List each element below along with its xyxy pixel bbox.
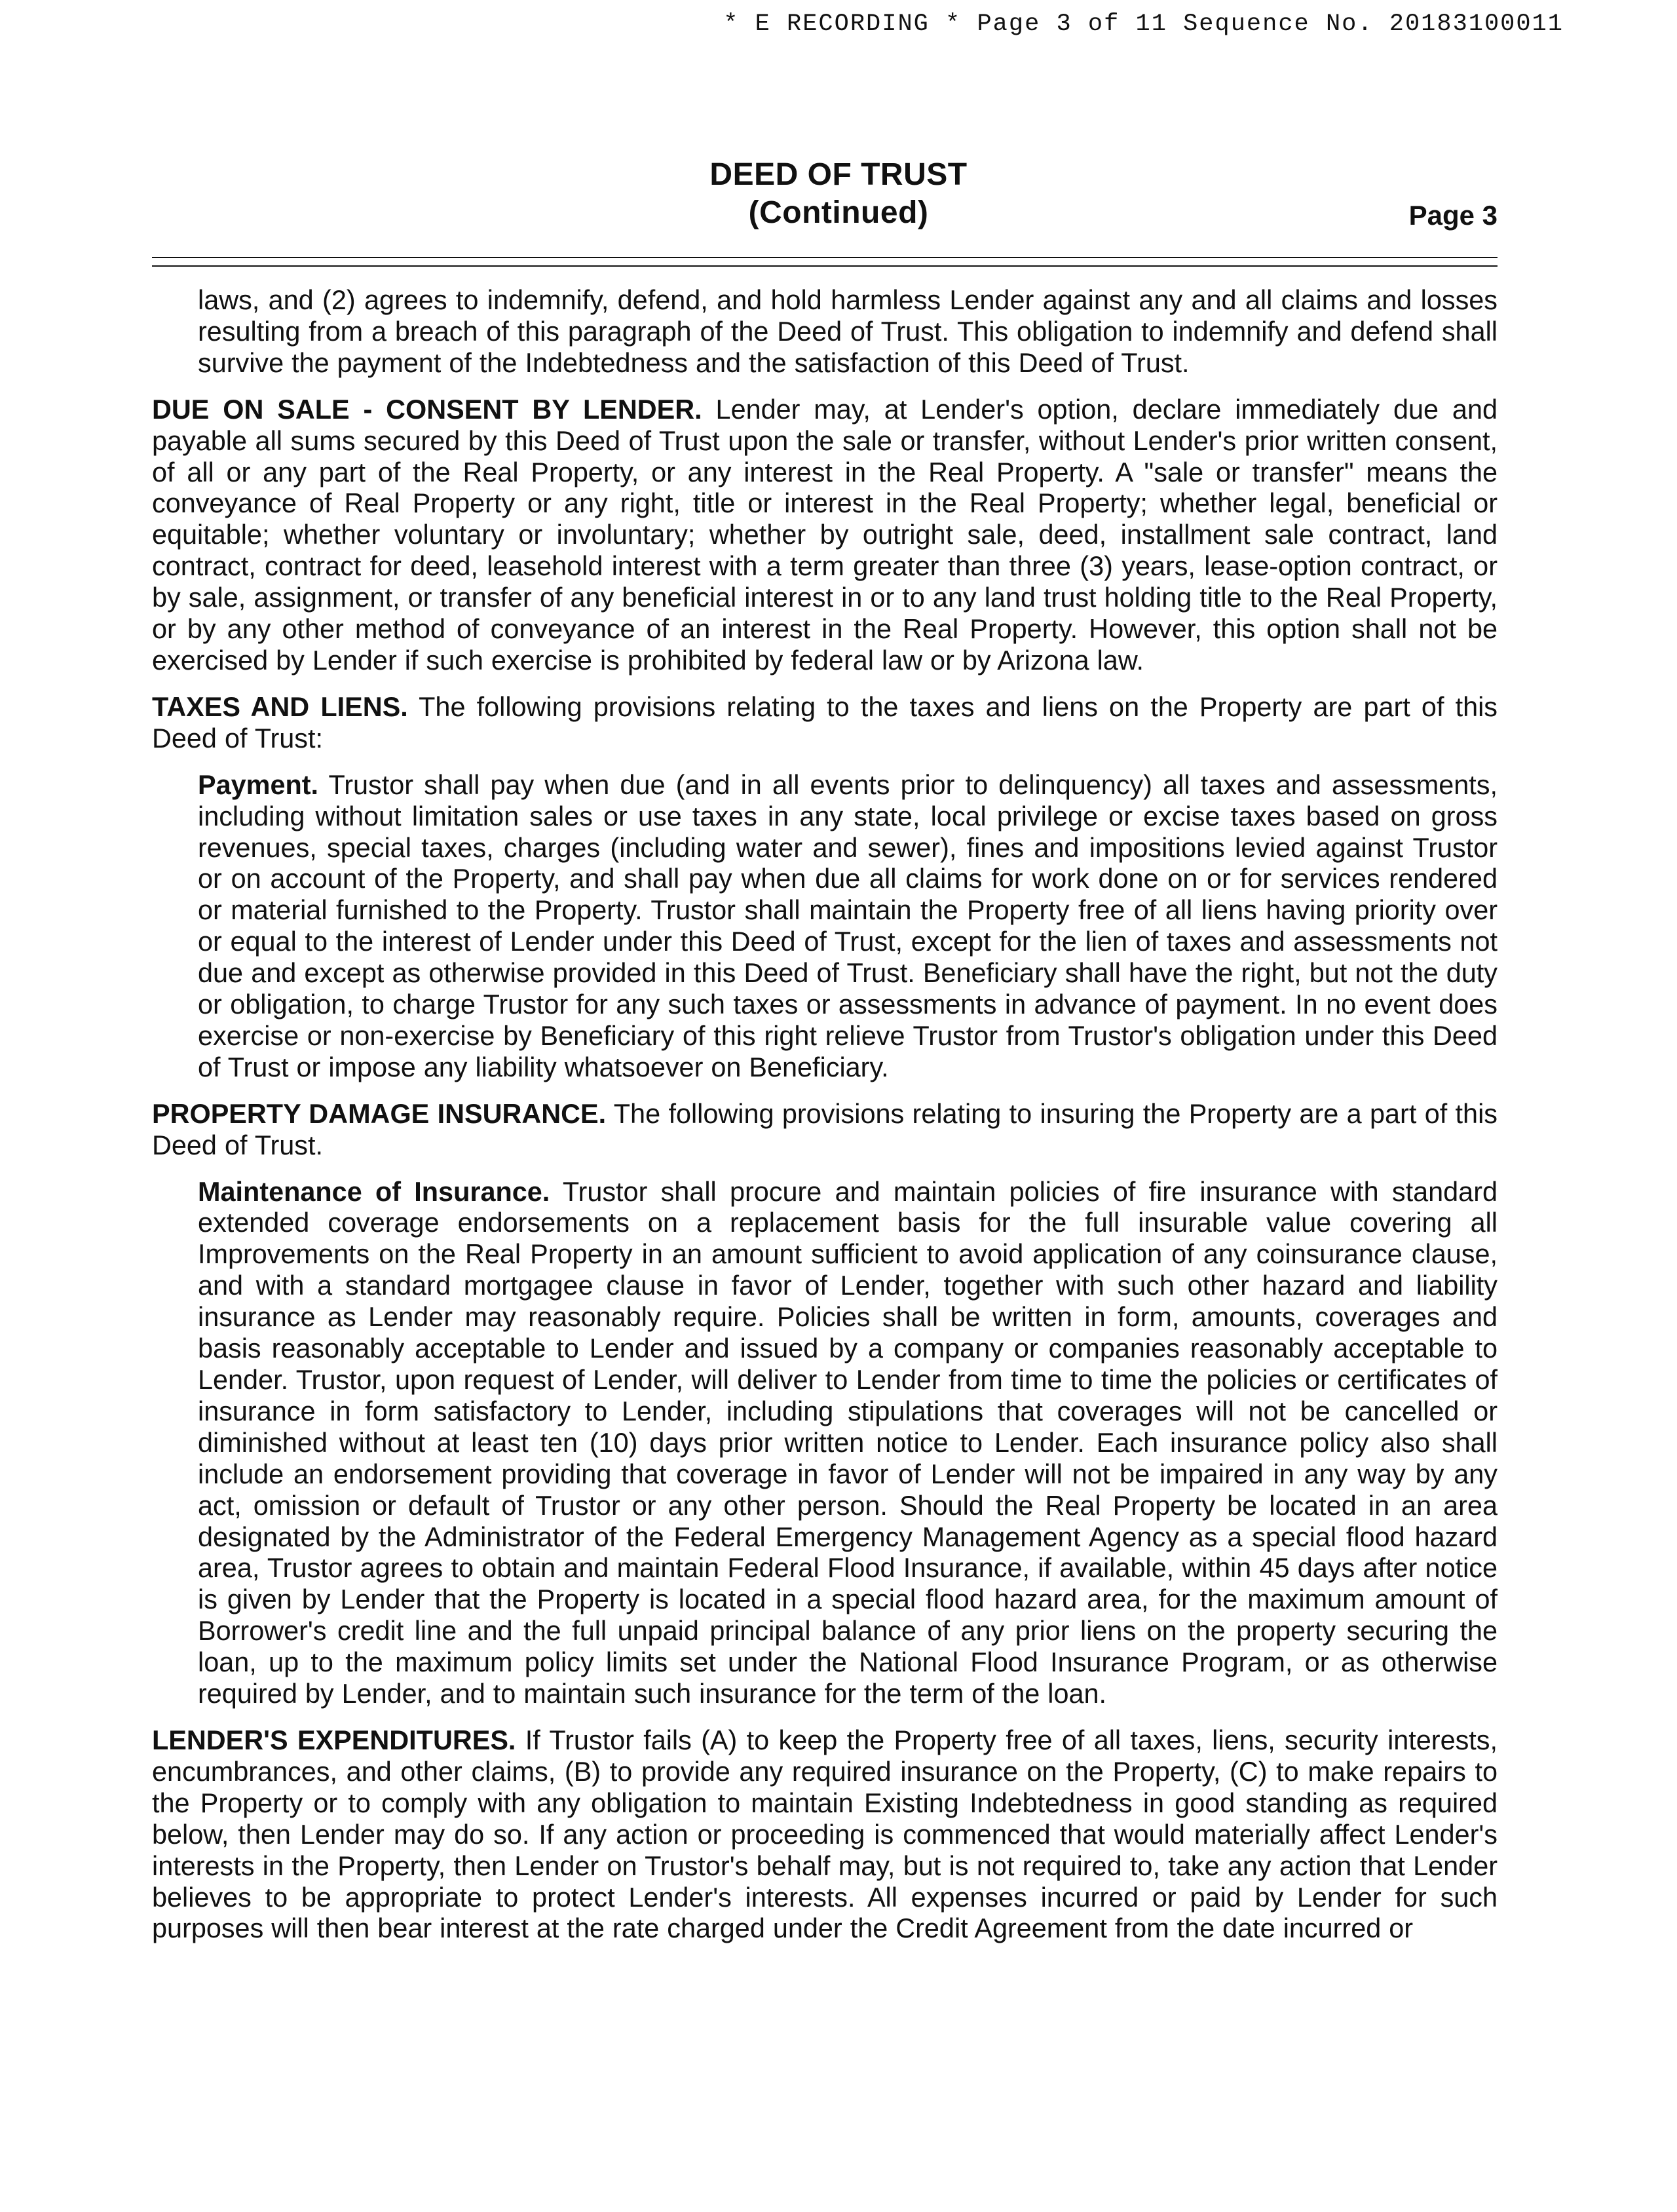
paragraph-text: Trustor shall pay when due (and in all events prior to delinquency) all taxes and assessments, including without limitation sales or use taxes in any state, local privilege or excise taxes based on gross revenues, special taxes, charges (including water and sewer), fines and impositions levied against Trustor or on account of the Property, and shall pay when due all claims for work done on or for services rendered or material furnished to the Property. Trustor shall maintain the Property free of all liens having priority over or equal to the interest of Lender under this Deed of Trust, except for the lien of taxes and assessments not due and except as otherwise provided in this Deed of Trust. Beneficiary shall have the right, but not the duty or obligation, to charge Trustor for any such taxes or assessments in advance of payment. In no event does exercise or non-exercise by Beneficiary of this right relieve Trustor from Trustor's obligation under this Deed of Trust or impose any liability whatsoever on Beneficiary. — [198, 769, 1498, 1082]
paragraph-maintenance-of-insurance — [152, 1177, 1498, 1710]
paragraph-text: The following provisions relating to the taxes and liens on the Property are part of this Deed of Trust: — [152, 691, 1498, 753]
header-rule-top — [152, 257, 1498, 258]
section-heading: PROPERTY DAMAGE INSURANCE. — [152, 1098, 607, 1129]
section-heading: DUE ON SALE - CONSENT BY LENDER. — [152, 394, 702, 425]
paragraph-text: Trustor shall procure and maintain policies of fire insurance with standard extended coverage endorsements on a replacement basis for the full insurable value covering all Improvements on the Real Property in an amount sufficient to avoid application of any coinsurance clause, and with a standard mortgagee clause in favor of Lender, together with such other hazard and liability insurance as Lender may reasonably require. Policies shall be written in form, amounts, coverages and basis reasonably acceptable to Lender and issued by a company or companies reasonably acceptable to Lender. Trustor, upon request of Lender, will deliver to Lender from time to time the policies or certificates of insurance in form satisfactory to Lender, including stipulations that coverages will not be cancelled or diminished without at least ten (10) days prior written notice to Lender. Each insurance policy also shall include an endorsement providing that coverage in favor of Lender will not be impaired in any way by any act, omission or default of Trustor or any other person. Should the Real Property be located in an area designated by the Administrator of the Federal Emergency Management Agency as a special flood hazard area, Trustor agrees to obtain and maintain Federal Flood Insurance, if available, within 45 days after notice is given by Lender that the Property is located in a special flood hazard area, for the maximum amount of Borrower's credit line and the full unpaid principal balance of any prior liens on the property securing the loan, up to the maximum policy limits set under the National Flood Insurance Program, or as otherwise required by Lender, and to maintain such insurance for the term of the loan. — [198, 1176, 1498, 1709]
paragraph-continuation — [152, 285, 1498, 379]
paragraph-property-damage-insurance — [152, 1099, 1498, 1162]
paragraph-text: Lender may, at Lender's option, declare immediately due and payable all sums secured by this Deed of Trust upon the sale or transfer, without Lender's prior written consent, of all or any part of the Real Property, or any interest in the Real Property. A "sale or transfer" means the conveyance of Real Property or any right, title or interest in the Real Property; whether legal, beneficial or equitable; whether voluntary or involuntary; whether by outright sale, deed, installment sale contract, land contract, contract for deed, leasehold interest with a term greater than three (3) years, lease-option contract, or by sale, assignment, or transfer of any beneficial interest in or to any land trust holding title to the Real Property, or by any other method of conveyance of an interest in the Real Property. However, this option shall not be exercised by Lender if such exercise is prohibited by federal law or by Arizona law. — [152, 394, 1498, 676]
paragraph-payment — [152, 770, 1498, 1084]
paragraph-text: If Trustor fails (A) to keep the Property free of all taxes, liens, security interests, encumbrances, and other claims, (B) to provide any required insurance on the Property, (C) to make repairs to the Property or to comply with any obligation to maintain Existing Indebtedness in good standing as required below, then Lender may do so. If any action or proceeding is commenced that would materially affect Lender's interests in the Property, then Lender on Trustor's behalf may, but is not required to, take any action that Lender believes to be appropriate to protect Lender's interests. All expenses incurred or paid by Lender for such purposes will then bear interest at the rate charged under the Credit Agreement from the date incurred or — [152, 1725, 1498, 1944]
subsection-heading: Payment. — [198, 769, 319, 800]
page-number-label: Page 3 — [1408, 200, 1498, 231]
subsection-heading: Maintenance of Insurance. — [198, 1176, 550, 1207]
header-rule-bottom — [152, 265, 1498, 267]
section-heading: LENDER'S EXPENDITURES. — [152, 1725, 516, 1755]
paragraph-due-on-sale — [152, 394, 1498, 677]
document-title: DEED OF TRUST — [709, 157, 968, 192]
paragraph-taxes-and-liens — [152, 692, 1498, 755]
paragraph-lenders-expenditures — [152, 1725, 1498, 1945]
document-subtitle: (Continued) — [748, 195, 929, 230]
paragraph-text: laws, and (2) agrees to indemnify, defend, and hold harmless Lender against any and all claims and losses resulting from a breach of this paragraph of the Deed of Trust. This obligation to indemnify and defend shall survive the payment of the Indebtedness and the satisfaction of this Deed of Trust. — [198, 285, 1498, 378]
recording-header: * E RECORDING * Page 3 of 11 Sequence No. 20183100011 — [723, 10, 1564, 38]
section-heading: TAXES AND LIENS. — [152, 691, 408, 722]
paragraph-text: The following provisions relating to insuring the Property are a part of this Deed of Trust. — [152, 1098, 1498, 1160]
document-body — [152, 285, 1498, 1960]
